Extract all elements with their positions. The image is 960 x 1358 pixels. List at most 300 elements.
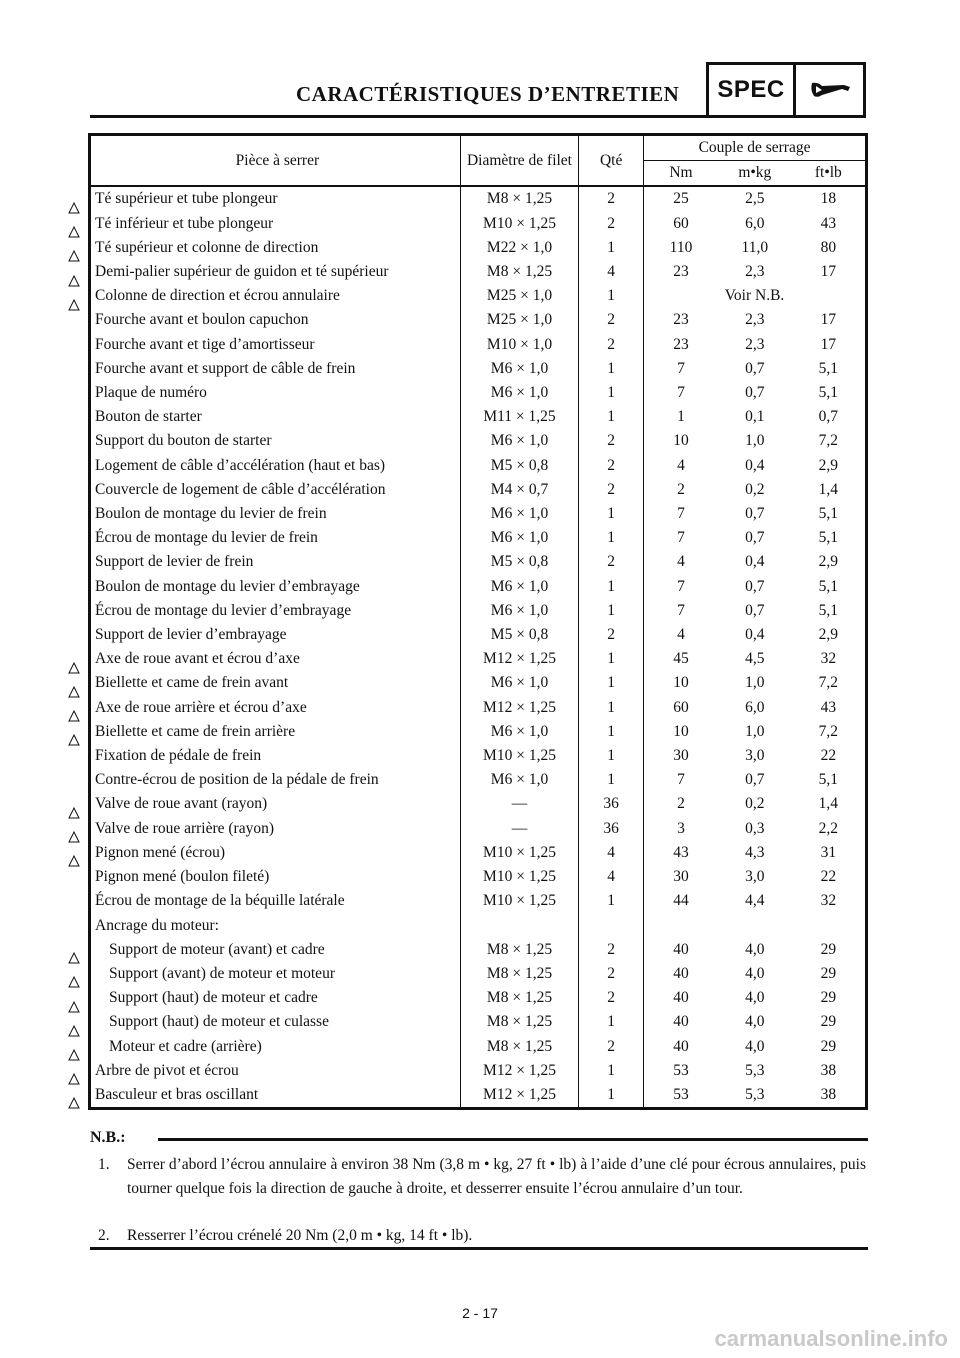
part-name: Valve de roue avant (rayon) [95, 795, 268, 813]
torque-ftlb: 7,2 [818, 674, 839, 692]
torque-ftlb: 31 [820, 843, 837, 861]
torque-mkg: 4,4 [745, 892, 765, 910]
note-item [98, 1153, 866, 1200]
torque-mkg: 0,7 [745, 577, 765, 595]
quantity: 1 [579, 671, 644, 695]
notes-rule [158, 1138, 868, 1141]
table-row [90, 357, 867, 381]
torque-ftlb: 5,1 [818, 359, 839, 377]
torque-nm: 23 [644, 333, 718, 357]
torque-mkg: 2,3 [745, 263, 765, 281]
table-row [90, 768, 867, 792]
torque-mkg: 1,0 [745, 722, 765, 740]
thread-diameter: M12 × 1,25 [460, 696, 578, 720]
triangle-icon [68, 710, 80, 722]
torque-nm: 45 [644, 647, 718, 671]
torque-mkg: 6,0 [745, 214, 765, 232]
torque-nm: 10 [644, 429, 718, 453]
note-number: 1. [98, 1156, 110, 1173]
thread-diameter: — [460, 817, 578, 841]
col-nm-header: Nm [644, 161, 718, 187]
table-row [90, 623, 867, 647]
part-name: Fourche avant et tige d’amortisseur [95, 335, 315, 353]
quantity: 1 [579, 381, 644, 405]
torque-mkg: 0,7 [745, 771, 765, 789]
quantity: 2 [579, 333, 644, 357]
torque-ftlb: 17 [820, 311, 837, 329]
torque-mkg: 0,4 [745, 553, 765, 571]
torque-mkg [718, 914, 792, 938]
table-row [90, 865, 867, 889]
quantity: 1 [579, 647, 644, 671]
thread-diameter: M8 × 1,25 [460, 186, 578, 211]
torque-nm: 60 [644, 212, 718, 236]
table-row [90, 1059, 867, 1083]
table-row [90, 502, 867, 526]
torque-mkg: 4,0 [745, 964, 765, 982]
quantity: 4 [579, 841, 644, 865]
table-row [90, 236, 867, 260]
torque-nm: 2 [644, 478, 718, 502]
torque-nm: 110 [644, 236, 718, 260]
part-name: Té supérieur et colonne de direction [95, 238, 319, 256]
table-row [90, 186, 867, 211]
torque-ftlb: 2,9 [818, 456, 839, 474]
thread-diameter: M6 × 1,0 [460, 357, 578, 381]
quantity: 1 [579, 357, 644, 381]
table-row [90, 914, 867, 938]
torque-ftlb: 17 [820, 335, 837, 353]
torque-nm: 43 [644, 841, 718, 865]
torque-mkg: 2,3 [745, 311, 765, 329]
thread-diameter: M10 × 1,25 [460, 889, 578, 913]
table-row [90, 381, 867, 405]
torque-mkg: 0,7 [745, 505, 765, 523]
part-name: Support du bouton de starter [95, 432, 272, 450]
col-ftlb-header: ft•lb [792, 161, 867, 187]
quantity: 2 [579, 429, 644, 453]
quantity: 2 [579, 962, 644, 986]
triangle-icon [68, 250, 80, 262]
part-name: Té supérieur et tube plongeur [95, 190, 278, 208]
quantity: 4 [579, 865, 644, 889]
thread-diameter: M6 × 1,0 [460, 526, 578, 550]
thread-diameter: M11 × 1,25 [460, 405, 578, 429]
triangle-icon [68, 202, 80, 214]
torque-ftlb: 5,1 [818, 384, 839, 402]
torque-mkg: 0,7 [745, 384, 765, 402]
see-note: Voir N.B. [644, 284, 867, 308]
thread-diameter: M6 × 1,0 [460, 502, 578, 526]
quantity: 1 [579, 889, 644, 913]
torque-mkg: 5,3 [745, 1061, 765, 1079]
table-body [90, 186, 867, 1108]
col-torque-header: Couple de serrage [644, 135, 867, 161]
torque-mkg: 5,3 [745, 1085, 765, 1103]
part-name: Biellette et came de frein avant [95, 674, 289, 692]
quantity: 1 [579, 720, 644, 744]
torque-mkg: 0,4 [745, 456, 765, 474]
col-qty-header: Qté [579, 135, 644, 187]
header-rule [90, 115, 710, 118]
note-text: Resserrer l’écrou crénelé 20 Nm (2,0 m • kg, 14 ft • lb). [127, 1227, 473, 1244]
part-name: Logement de câble d’accélération (haut et bas) [95, 456, 386, 474]
part-name: Pignon mené (boulon fileté) [95, 868, 270, 886]
quantity: 2 [579, 454, 644, 478]
torque-nm: 10 [644, 720, 718, 744]
table-row [90, 260, 867, 284]
table-row [90, 405, 867, 429]
spec-badge [706, 62, 866, 118]
torque-mkg: 0,1 [745, 408, 765, 426]
triangle-icon [68, 1049, 80, 1061]
page-number: 2 - 17 [462, 1305, 498, 1321]
part-name: Support (haut) de moteur et culasse [109, 1013, 329, 1031]
thread-diameter: M10 × 1,25 [460, 841, 578, 865]
thread-diameter: M8 × 1,25 [460, 938, 578, 962]
table-row [90, 744, 867, 768]
thread-diameter: M6 × 1,0 [460, 381, 578, 405]
torque-ftlb: 38 [820, 1061, 837, 1079]
torque-ftlb: 5,1 [818, 771, 839, 789]
table-row [90, 1083, 867, 1109]
table-row [90, 429, 867, 453]
torque-ftlb: 29 [820, 964, 837, 982]
part-name: Support de levier d’embrayage [95, 626, 287, 644]
quantity: 2 [579, 623, 644, 647]
torque-mkg: 3,0 [745, 868, 765, 886]
torque-mkg: 6,0 [745, 698, 765, 716]
thread-diameter: M6 × 1,0 [460, 671, 578, 695]
torque-nm: 7 [644, 502, 718, 526]
thread-diameter: M10 × 1,25 [460, 865, 578, 889]
torque-ftlb: 1,4 [818, 795, 839, 813]
note-number: 2. [98, 1227, 110, 1244]
torque-ftlb: 32 [820, 892, 837, 910]
torque-ftlb: 22 [820, 747, 837, 765]
notes-label: N.B.: [90, 1129, 126, 1146]
quantity: 2 [579, 308, 644, 332]
thread-diameter: M6 × 1,0 [460, 720, 578, 744]
triangle-icon [68, 831, 80, 843]
torque-mkg: 4,0 [745, 1037, 765, 1055]
torque-mkg: 11,0 [741, 238, 769, 256]
torque-nm: 40 [644, 938, 718, 962]
thread-diameter: — [460, 792, 578, 816]
torque-mkg: 0,7 [745, 359, 765, 377]
quantity [579, 914, 644, 938]
torque-ftlb: 7,2 [818, 432, 839, 450]
torque-nm: 4 [644, 454, 718, 478]
table-row [90, 647, 867, 671]
torque-ftlb: 17 [820, 263, 837, 281]
table-row [90, 671, 867, 695]
thread-diameter [460, 914, 578, 938]
torque-ftlb: 32 [820, 650, 837, 668]
triangle-icon [68, 686, 80, 698]
triangle-icon [68, 855, 80, 867]
part-name: Écrou de montage du levier d’embrayage [95, 601, 352, 619]
torque-nm: 25 [644, 186, 718, 211]
torque-nm: 3 [644, 817, 718, 841]
thread-diameter: M12 × 1,25 [460, 1083, 578, 1109]
table-row [90, 599, 867, 623]
thread-diameter: M12 × 1,25 [460, 647, 578, 671]
table-row [90, 792, 867, 816]
part-name: Demi-palier supérieur de guidon et té supérieur [95, 263, 389, 281]
table-row [90, 962, 867, 986]
quantity: 2 [579, 186, 644, 211]
thread-diameter: M5 × 0,8 [460, 454, 578, 478]
triangle-icon [68, 952, 80, 964]
part-name: Pignon mené (écrou) [95, 843, 225, 861]
table-row [90, 938, 867, 962]
part-name: Support (avant) de moteur et moteur [109, 964, 335, 982]
thread-diameter: M25 × 1,0 [460, 284, 578, 308]
watermark: carmanualsonline.info [714, 1326, 948, 1351]
quantity: 2 [579, 212, 644, 236]
table-row [90, 1010, 867, 1034]
triangle-icon [68, 299, 80, 311]
table-row [90, 526, 867, 550]
thread-diameter: M22 × 1,0 [460, 236, 578, 260]
quantity: 1 [579, 744, 644, 768]
quantity: 1 [579, 405, 644, 429]
thread-diameter: M25 × 1,0 [460, 308, 578, 332]
col-mkg-header: m•kg [718, 161, 792, 187]
thread-diameter: M6 × 1,0 [460, 429, 578, 453]
quantity: 1 [579, 502, 644, 526]
part-name: Colonne de direction et écrou annulaire [95, 287, 340, 305]
quantity: 2 [579, 478, 644, 502]
torque-nm: 44 [644, 889, 718, 913]
torque-nm: 7 [644, 526, 718, 550]
torque-ftlb: 29 [820, 940, 837, 958]
triangle-icon [68, 226, 80, 238]
quantity: 36 [579, 792, 644, 816]
quantity: 1 [579, 526, 644, 550]
torque-ftlb: 2,9 [818, 553, 839, 571]
torque-nm: 23 [644, 308, 718, 332]
quantity: 1 [579, 1083, 644, 1109]
torque-ftlb: 22 [820, 868, 837, 886]
part-name: Écrou de montage du levier de frein [95, 529, 318, 547]
part-name: Support de moteur (avant) et cadre [109, 940, 325, 958]
torque-nm: 7 [644, 357, 718, 381]
torque-ftlb: 80 [820, 238, 837, 256]
table-row [90, 986, 867, 1010]
torque-ftlb: 29 [820, 1037, 837, 1055]
torque-mkg: 0,3 [745, 819, 765, 837]
table-row [90, 454, 867, 478]
torque-ftlb [792, 914, 867, 938]
part-name: Couvercle de logement de câble d’accélération [95, 480, 386, 498]
table-row [90, 333, 867, 357]
torque-nm: 2 [644, 792, 718, 816]
part-name: Valve de roue arrière (rayon) [95, 819, 275, 837]
triangle-icon [68, 1025, 80, 1037]
table-row [90, 212, 867, 236]
thread-diameter: M8 × 1,25 [460, 260, 578, 284]
table-row [90, 575, 867, 599]
thread-diameter: M5 × 0,8 [460, 550, 578, 574]
part-name: Bouton de starter [95, 408, 202, 426]
torque-mkg: 1,0 [745, 432, 765, 450]
quantity: 2 [579, 938, 644, 962]
torque-mkg: 3,0 [745, 747, 765, 765]
quantity: 36 [579, 817, 644, 841]
torque-nm: 30 [644, 865, 718, 889]
torque-nm: 10 [644, 671, 718, 695]
thread-diameter: M10 × 1,0 [460, 333, 578, 357]
torque-nm: 40 [644, 962, 718, 986]
torque-mkg: 0,2 [745, 795, 765, 813]
part-name: Contre-écrou de position de la pédale de frein [95, 771, 379, 789]
torque-table [88, 133, 868, 1110]
torque-ftlb: 29 [820, 989, 837, 1007]
torque-nm: 7 [644, 575, 718, 599]
torque-ftlb: 38 [820, 1085, 837, 1103]
torque-mkg: 0,4 [745, 626, 765, 644]
spec-label: SPEC [709, 65, 796, 115]
triangle-icon [68, 807, 80, 819]
torque-nm: 4 [644, 550, 718, 574]
part-name: Fixation de pédale de frein [95, 747, 262, 765]
thread-diameter: M8 × 1,25 [460, 1010, 578, 1034]
quantity: 1 [579, 599, 644, 623]
part-name: Biellette et came de frein arrière [95, 722, 296, 740]
quantity: 1 [579, 575, 644, 599]
part-name: Support de levier de frein [95, 553, 254, 571]
triangle-icon [68, 734, 80, 746]
torque-mkg: 0,7 [745, 601, 765, 619]
part-name: Basculeur et bras oscillant [95, 1085, 259, 1103]
thread-diameter: M12 × 1,25 [460, 1059, 578, 1083]
quantity: 2 [579, 1035, 644, 1059]
torque-nm: 4 [644, 623, 718, 647]
page-title: CARACTÉRISTIQUES D’ENTRETIEN [296, 82, 680, 106]
note-text: Serrer d’abord l’écrou annulaire à environ 38 Nm (3,8 m • kg, 27 ft • lb) à l’aide d’une clé pour écrous annulaires, puis tourner quelque fois la direction de gauche à droite, et desserrer ensuite l’écrou annulaire d’un tour. [127, 1156, 866, 1197]
quantity: 4 [579, 260, 644, 284]
torque-nm: 53 [644, 1083, 718, 1109]
torque-ftlb: 43 [820, 698, 837, 716]
table-row [90, 720, 867, 744]
torque-ftlb: 29 [820, 1013, 837, 1031]
torque-ftlb: 43 [820, 214, 837, 232]
quantity: 1 [579, 284, 644, 308]
part-name: Fourche avant et support de câble de frein [95, 359, 356, 377]
triangle-icon [68, 275, 80, 287]
torque-nm: 7 [644, 599, 718, 623]
torque-mkg: 0,2 [745, 480, 765, 498]
torque-nm: 23 [644, 260, 718, 284]
thread-diameter: M10 × 1,25 [460, 744, 578, 768]
thread-diameter: M8 × 1,25 [460, 986, 578, 1010]
thread-diameter: M6 × 1,0 [460, 599, 578, 623]
torque-ftlb: 5,1 [818, 505, 839, 523]
torque-ftlb: 1,4 [818, 480, 839, 498]
quantity: 2 [579, 550, 644, 574]
torque-ftlb: 0,7 [818, 408, 839, 426]
table-row [90, 284, 867, 308]
triangle-icon [68, 662, 80, 674]
torque-mkg: 2,3 [745, 335, 765, 353]
part-name: Arbre de pivot et écrou [95, 1061, 239, 1079]
triangle-icon [68, 1073, 80, 1085]
table-row [90, 1035, 867, 1059]
part-name: Écrou de montage de la béquille latérale [95, 892, 345, 910]
part-name: Boulon de montage du levier de frein [95, 505, 327, 523]
quantity: 1 [579, 696, 644, 720]
torque-mkg: 0,7 [745, 529, 765, 547]
torque-nm: 7 [644, 768, 718, 792]
torque-nm: 40 [644, 1010, 718, 1034]
part-name: Ancrage du moteur: [95, 916, 219, 934]
table-row [90, 478, 867, 502]
part-name: Axe de roue arrière et écrou d’axe [95, 698, 307, 716]
torque-nm: 53 [644, 1059, 718, 1083]
torque-nm: 1 [644, 405, 718, 429]
table-row [90, 817, 867, 841]
torque-ftlb: 2,9 [818, 626, 839, 644]
part-name: Fourche avant et boulon capuchon [95, 311, 309, 329]
torque-ftlb: 5,1 [818, 577, 839, 595]
part-name: Plaque de numéro [95, 384, 207, 402]
torque-nm: 7 [644, 381, 718, 405]
thread-diameter: M4 × 0,7 [460, 478, 578, 502]
torque-nm: 40 [644, 1035, 718, 1059]
triangle-icon [68, 1001, 80, 1013]
torque-mkg: 4,3 [745, 843, 765, 861]
part-name: Boulon de montage du levier d’embrayage [95, 577, 360, 595]
torque-mkg: 4,0 [745, 940, 765, 958]
torque-ftlb: 5,1 [818, 601, 839, 619]
table-row [90, 696, 867, 720]
torque-mkg: 1,0 [745, 674, 765, 692]
table-row [90, 841, 867, 865]
quantity: 1 [579, 1010, 644, 1034]
torque-mkg: 4,0 [745, 989, 765, 1007]
part-name: Support (haut) de moteur et cadre [109, 989, 318, 1007]
table-row [90, 889, 867, 913]
torque-nm: 60 [644, 696, 718, 720]
torque-nm: 30 [644, 744, 718, 768]
torque-ftlb: 18 [820, 190, 837, 208]
torque-nm [644, 914, 718, 938]
thread-diameter: M8 × 1,25 [460, 962, 578, 986]
note-item [98, 1224, 866, 1248]
torque-ftlb: 2,2 [818, 819, 839, 837]
torque-mkg: 4,0 [745, 1013, 765, 1031]
part-name: Axe de roue avant et écrou d’axe [95, 650, 300, 668]
thread-diameter: M6 × 1,0 [460, 768, 578, 792]
quantity: 1 [579, 1059, 644, 1083]
table-row [90, 308, 867, 332]
torque-ftlb: 5,1 [818, 529, 839, 547]
triangle-icon [68, 976, 80, 988]
thread-diameter: M10 × 1,25 [460, 212, 578, 236]
wrench-icon [796, 65, 863, 115]
quantity: 1 [579, 236, 644, 260]
triangle-icon [68, 1097, 80, 1109]
table-row [90, 550, 867, 574]
torque-mkg: 4,5 [745, 650, 765, 668]
thread-diameter: M5 × 0,8 [460, 623, 578, 647]
torque-ftlb: 7,2 [818, 722, 839, 740]
thread-diameter: M6 × 1,0 [460, 575, 578, 599]
torque-nm: 40 [644, 986, 718, 1010]
quantity: 2 [579, 986, 644, 1010]
